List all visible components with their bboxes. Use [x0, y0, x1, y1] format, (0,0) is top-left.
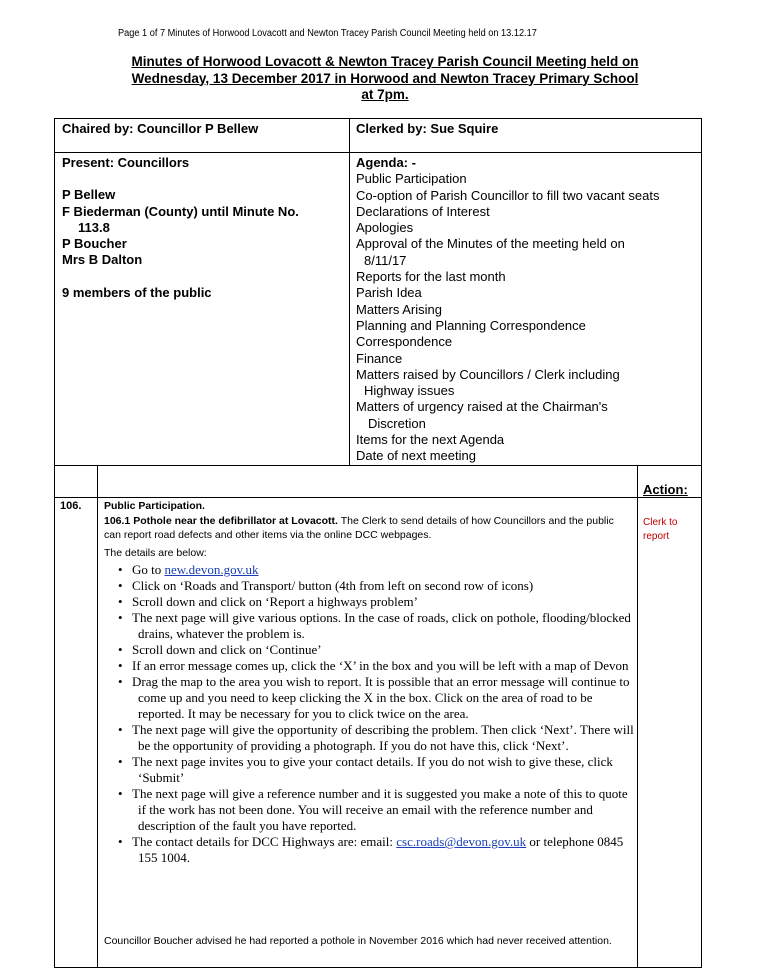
- page-header: Page 1 of 7 Minutes of Horwood Lovacott and Newton Tracey Parish Council Meeting held on 13.12.17: [118, 28, 537, 39]
- present-name: Mrs B Dalton: [62, 252, 143, 268]
- agenda-item: Co-option of Parish Councillor to fill two vacant seats: [356, 187, 660, 203]
- list-item: • The next page will give the opportunity of describing the problem. Then click ‘Next’. There will be the opportunity of providing a photograph. If you do not have this, click ‘Next’.: [118, 722, 634, 753]
- agenda-cell: [356, 155, 659, 465]
- chaired-by: Chaired by: Councillor P Bellew: [62, 121, 259, 136]
- agenda-item: Highway issues: [364, 383, 455, 399]
- devon-website-link[interactable]: new.devon.gov.uk: [164, 562, 259, 577]
- minutes-action-column-line: [637, 465, 638, 968]
- agenda-item: Correspondence: [356, 334, 453, 350]
- action-heading: Action:: [643, 482, 688, 497]
- minutes-number-column-line: [97, 465, 98, 968]
- action-note: Clerk to report: [643, 517, 678, 542]
- minute-intro-text: The Clerk to send details of how Councillors and the public can report road defects and other items via the online DCC webpages.: [104, 515, 614, 541]
- present-name: P Boucher: [62, 236, 127, 252]
- agenda-item: Apologies: [356, 220, 414, 236]
- agenda-item: 8/11/17: [364, 252, 407, 268]
- title-line-3: at 7pm.: [361, 87, 409, 102]
- title-line-2: Wednesday, 13 December 2017 in Horwood and Newton Tracey Primary School: [131, 70, 639, 86]
- present-cell: [62, 155, 299, 301]
- agenda-item: Public Participation: [356, 171, 467, 187]
- present-name: 113.8: [78, 219, 110, 235]
- list-item: • Drag the map to the area you wish to report. It is possible that an error message will continue to come up and you need to keep clicking the X in the box. Click on the area of road to be reported. It may be necessary for you to click twice on the area.: [118, 674, 630, 721]
- attendance-table-divider: [349, 118, 350, 466]
- list-item: • Click on ‘Roads and Transport/ button (4th from left on second row of icons): [118, 578, 534, 593]
- document-title: [100, 54, 670, 104]
- present-name: F Biederman (County) until Minute No.: [62, 203, 299, 219]
- list-item: • The next page will give various options. In the case of roads, click on pothole, flooding/blocked drains, whatever the problem is.: [118, 610, 631, 641]
- minute-heading: Public Participation.: [104, 500, 205, 512]
- agenda-item: Discretion: [368, 415, 426, 431]
- title-line-1: Minutes of Horwood Lovacott & Newton Tracey Parish Council Meeting held on: [131, 54, 639, 69]
- public-count: 9 members of the public: [62, 284, 212, 300]
- agenda-item: Reports for the last month: [356, 269, 506, 285]
- minute-intro: [104, 514, 632, 542]
- report-steps-list: [104, 562, 634, 866]
- list-item: • Go to new.devon.gov.uk: [118, 562, 259, 577]
- agenda-item: Parish Idea: [356, 285, 422, 301]
- agenda-item: Items for the next Agenda: [356, 432, 505, 448]
- minute-number: 106.: [60, 500, 82, 512]
- agenda-item: Planning and Planning Correspondence: [356, 317, 586, 333]
- minutes-header-line: [54, 497, 702, 498]
- present-heading: Present: Councillors: [62, 155, 190, 170]
- agenda-heading: Agenda: -: [356, 155, 416, 170]
- list-item: • Scroll down and click on ‘Continue’: [118, 642, 322, 657]
- attendance-table-row-line: [54, 152, 702, 153]
- agenda-item: Matters raised by Councillors / Clerk including: [356, 366, 620, 382]
- minute-subheading: 106.1 Pothole near the defibrillator at Lovacott.: [104, 515, 338, 527]
- agenda-item: Approval of the Minutes of the meeting held on: [356, 236, 625, 252]
- minute-closing: Councillor Boucher advised he had reported a pothole in November 2016 which had never received attention.: [104, 935, 612, 947]
- list-item: • The next page invites you to give your contact details. If you do not wish to give these, click ‘Submit’: [118, 754, 613, 785]
- list-item: • Scroll down and click on ‘Report a highways problem’: [118, 594, 418, 609]
- present-name: P Bellew: [62, 187, 116, 203]
- list-item: • If an error message comes up, click the ‘X’ in the box and you will be left with a map of Devon: [118, 658, 629, 673]
- agenda-item: Date of next meeting: [356, 448, 476, 464]
- highways-email-link[interactable]: csc.roads@devon.gov.uk: [396, 834, 527, 849]
- list-item: • The next page will give a reference number and it is suggested you make a note of this to quote if the work has not been done. You will receive an email with the reference number and description of the fault you have reported.: [118, 786, 628, 833]
- clerked-by: Clerked by: Sue Squire: [356, 121, 499, 136]
- agenda-item: Matters of urgency raised at the Chairman's: [356, 399, 608, 415]
- agenda-item: Finance: [356, 350, 403, 366]
- details-below: The details are below:: [104, 547, 207, 559]
- list-item: • The contact details for DCC Highways are: email: csc.roads@devon.gov.uk or telephone 0845 155 1004.: [118, 834, 624, 865]
- agenda-item: Declarations of Interest: [356, 203, 490, 219]
- agenda-item: Matters Arising: [356, 301, 442, 317]
